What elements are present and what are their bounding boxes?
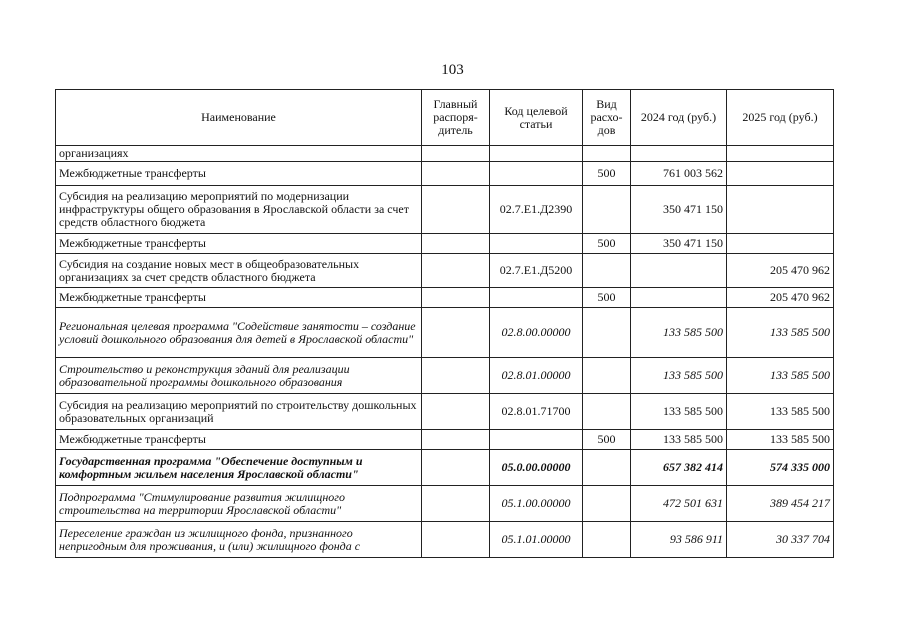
cell-name: Государственная программа "Обеспечение доступным и комфортным жильем населения Ярославской области" (56, 450, 422, 486)
cell-vid: 500 (583, 162, 631, 186)
cell-manager (422, 162, 490, 186)
header-name: Наименование (56, 90, 422, 146)
cell-name: Межбюджетные трансферты (56, 430, 422, 450)
cell-y2025: 133 585 500 (727, 430, 834, 450)
cell-y2024: 133 585 500 (631, 358, 727, 394)
cell-manager (422, 234, 490, 254)
cell-code (490, 234, 583, 254)
cell-vid (583, 186, 631, 234)
cell-code (490, 162, 583, 186)
cell-y2025: 205 470 962 (727, 254, 834, 288)
cell-y2024: 93 586 911 (631, 522, 727, 558)
header-2024: 2024 год (руб.) (631, 90, 727, 146)
cell-manager (422, 186, 490, 234)
table-header-row (56, 90, 834, 146)
cell-code: 05.0.00.00000 (490, 450, 583, 486)
header-vid: Вид расхо-дов (583, 90, 631, 146)
cell-name: Субсидия на создание новых мест в общеобразовательных организациях за счет средств областного бюджета (56, 254, 422, 288)
cell-code: 02.8.00.00000 (490, 308, 583, 358)
table-row (56, 234, 834, 254)
cell-name: Региональная целевая программа "Содействие занятости – создание условий дошкольного образования для детей в Ярославской области" (56, 308, 422, 358)
cell-vid (583, 358, 631, 394)
table-row (56, 450, 834, 486)
cell-vid (583, 146, 631, 162)
table-row (56, 394, 834, 430)
cell-manager (422, 486, 490, 522)
table-row (56, 186, 834, 234)
cell-y2024: 761 003 562 (631, 162, 727, 186)
cell-y2025: 205 470 962 (727, 288, 834, 308)
cell-y2024 (631, 288, 727, 308)
cell-y2024: 133 585 500 (631, 394, 727, 430)
header-code: Код целевой статьи (490, 90, 583, 146)
cell-manager (422, 358, 490, 394)
cell-vid (583, 394, 631, 430)
cell-code: 05.1.01.00000 (490, 522, 583, 558)
header-2025: 2025 год (руб.) (727, 90, 834, 146)
cell-y2024: 133 585 500 (631, 430, 727, 450)
cell-manager (422, 146, 490, 162)
cell-vid (583, 522, 631, 558)
cell-code: 05.1.00.00000 (490, 486, 583, 522)
cell-y2025 (727, 162, 834, 186)
cell-manager (422, 254, 490, 288)
cell-y2024: 657 382 414 (631, 450, 727, 486)
cell-y2025 (727, 186, 834, 234)
table-row (56, 146, 834, 162)
cell-code: 02.8.01.00000 (490, 358, 583, 394)
table-row (56, 430, 834, 450)
cell-y2025 (727, 146, 834, 162)
cell-y2025: 133 585 500 (727, 394, 834, 430)
cell-y2024 (631, 146, 727, 162)
cell-code (490, 288, 583, 308)
cell-code: 02.7.Е1.Д5200 (490, 254, 583, 288)
cell-vid: 500 (583, 234, 631, 254)
cell-y2025: 133 585 500 (727, 358, 834, 394)
cell-name: организациях (56, 146, 422, 162)
cell-y2024: 472 501 631 (631, 486, 727, 522)
page-number: 103 (441, 62, 464, 78)
cell-name: Подпрограмма "Стимулирование развития жилищного строительства на территории Ярославской области" (56, 486, 422, 522)
budget-table (55, 89, 834, 558)
cell-y2024: 350 471 150 (631, 234, 727, 254)
cell-name: Переселение граждан из жилищного фонда, признанного непригодным для проживания, и (или) жилищного фонда с (56, 522, 422, 558)
cell-vid (583, 450, 631, 486)
cell-name: Строительство и реконструкция зданий для реализации образовательной программы дошкольного образования (56, 358, 422, 394)
table-row (56, 254, 834, 288)
cell-y2024: 133 585 500 (631, 308, 727, 358)
cell-y2025: 389 454 217 (727, 486, 834, 522)
cell-vid: 500 (583, 430, 631, 450)
header-manager: Главный распоря-дитель (422, 90, 490, 146)
cell-manager (422, 394, 490, 430)
cell-manager (422, 450, 490, 486)
cell-vid: 500 (583, 288, 631, 308)
cell-manager (422, 522, 490, 558)
table-row (56, 288, 834, 308)
table-row (56, 486, 834, 522)
table-body (56, 146, 834, 558)
cell-code (490, 146, 583, 162)
cell-y2025: 133 585 500 (727, 308, 834, 358)
cell-name: Межбюджетные трансферты (56, 234, 422, 254)
table-row (56, 308, 834, 358)
table-row (56, 162, 834, 186)
table-row (56, 522, 834, 558)
cell-code (490, 430, 583, 450)
cell-y2025: 30 337 704 (727, 522, 834, 558)
cell-vid (583, 254, 631, 288)
cell-code: 02.7.Е1.Д2390 (490, 186, 583, 234)
cell-manager (422, 288, 490, 308)
cell-code: 02.8.01.71700 (490, 394, 583, 430)
cell-vid (583, 308, 631, 358)
cell-name: Субсидия на реализацию мероприятий по строительству дошкольных образовательных организаций (56, 394, 422, 430)
cell-y2025: 574 335 000 (727, 450, 834, 486)
cell-vid (583, 486, 631, 522)
cell-name: Межбюджетные трансферты (56, 288, 422, 308)
table-row (56, 358, 834, 394)
cell-name: Межбюджетные трансферты (56, 162, 422, 186)
cell-name: Субсидия на реализацию мероприятий по модернизации инфраструктуры общего образования в Ярославской области за счет средств областного бюджета (56, 186, 422, 234)
cell-y2024 (631, 254, 727, 288)
cell-y2025 (727, 234, 834, 254)
cell-manager (422, 430, 490, 450)
cell-manager (422, 308, 490, 358)
cell-y2024: 350 471 150 (631, 186, 727, 234)
